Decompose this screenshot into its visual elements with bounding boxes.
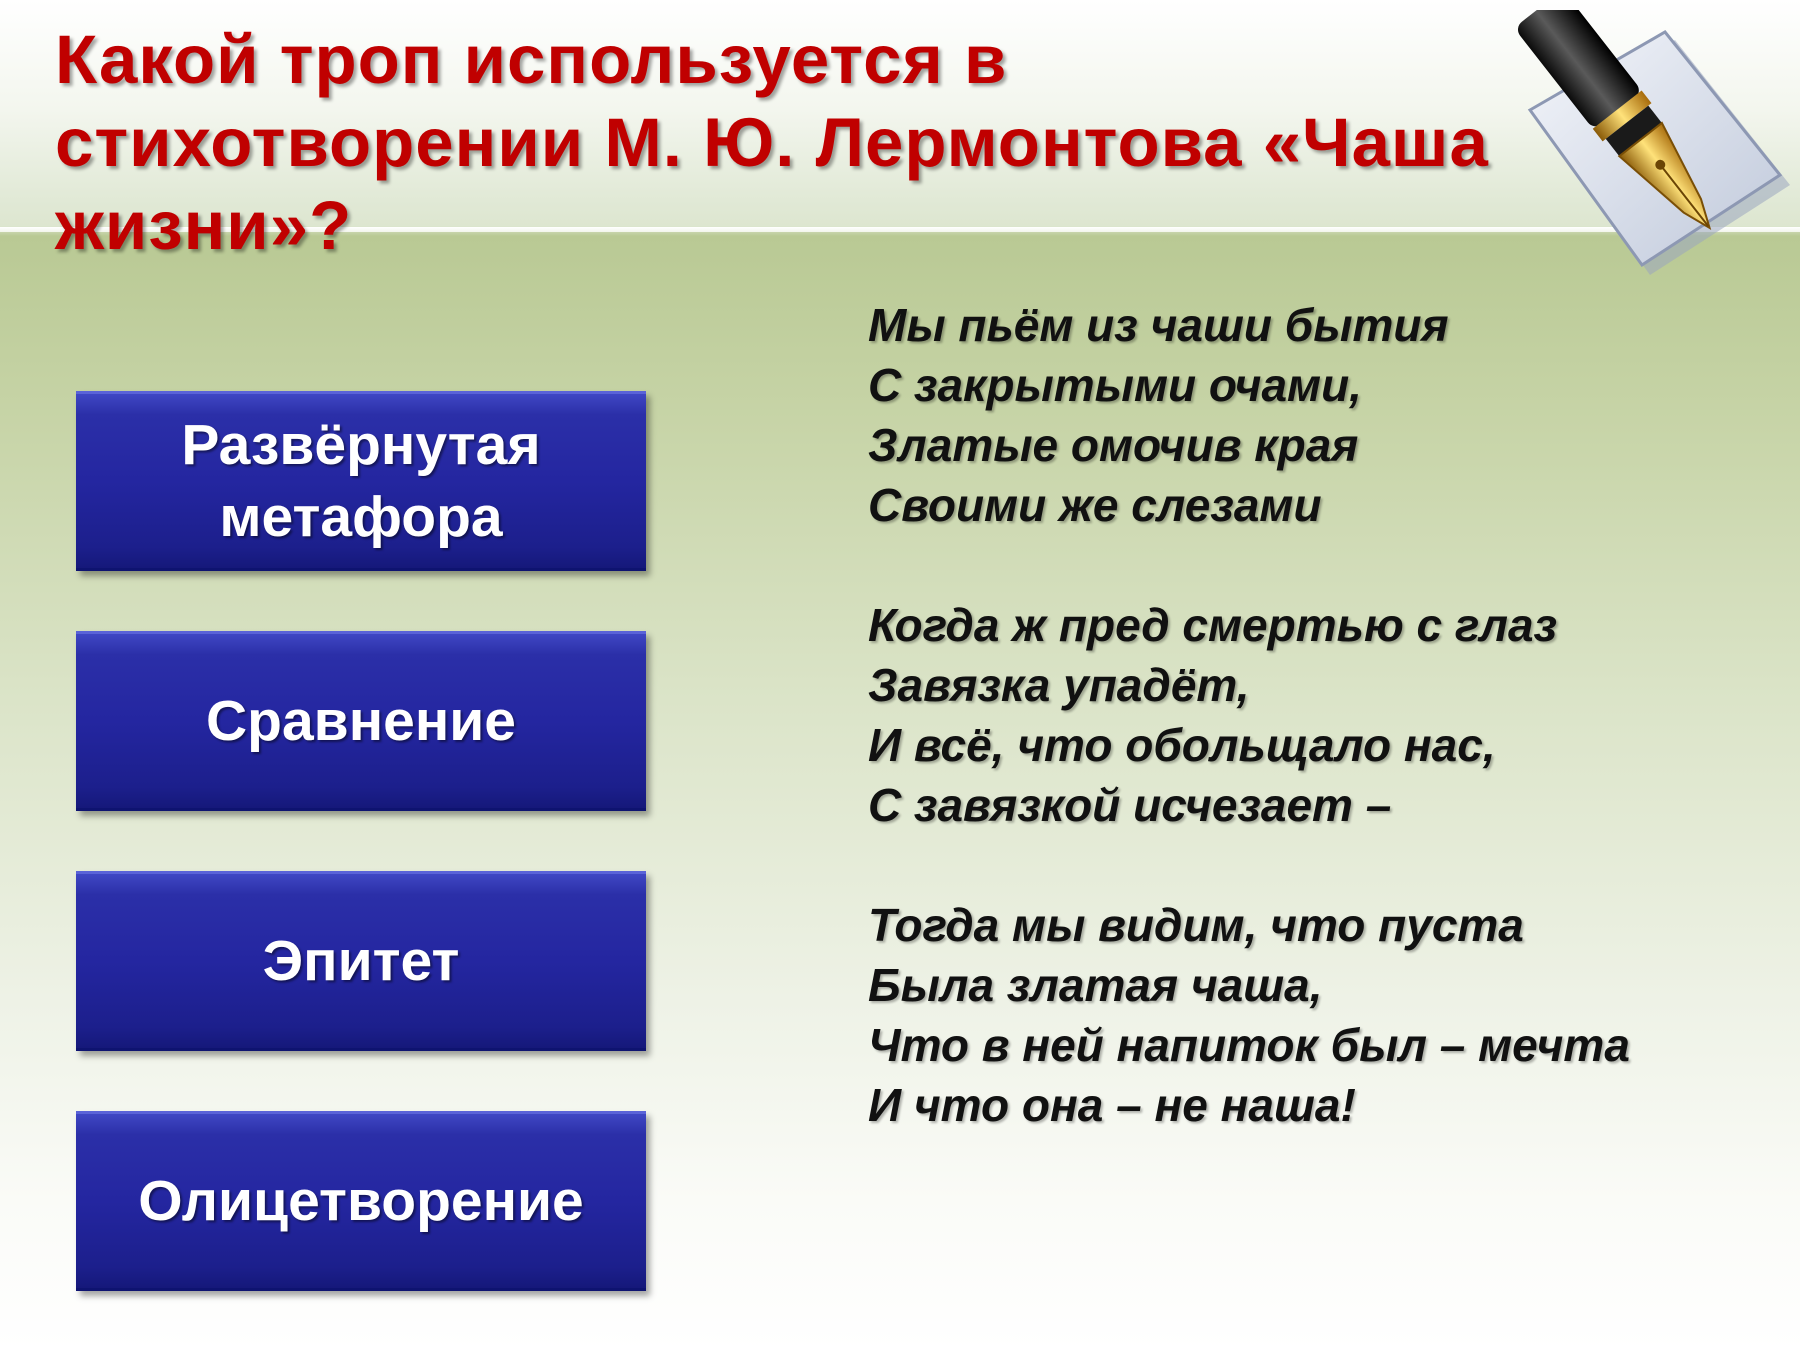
poem-stanza	[868, 595, 1788, 835]
poem-line: Когда ж пред смертью с глаз	[868, 599, 1558, 651]
answer-button-personification[interactable]	[76, 1111, 646, 1291]
poem-line: Тогда мы видим, что пуста	[868, 899, 1524, 951]
poem-line: Мы пьём из чаши бытия	[868, 299, 1449, 351]
answer-label: Эпитет	[262, 929, 460, 993]
poem-line: И всё, что обольщало нас,	[868, 719, 1496, 771]
answer-button-epithet[interactable]	[76, 871, 646, 1051]
poem-line: Была златая чаша,	[868, 959, 1323, 1011]
poem-line: Златые омочив края	[868, 419, 1359, 471]
poem-line: И что она – не наша!	[868, 1079, 1356, 1131]
slide-title: Какой троп используется в стихотворении М. Ю. Лермонтова «Чаша жизни»?	[55, 21, 1489, 264]
poem-line: С закрытыми очами,	[868, 359, 1362, 411]
fountain-pen-icon	[1500, 10, 1800, 290]
answer-label: Развёрнутая метафора	[181, 413, 541, 549]
answer-label: Сравнение	[205, 689, 517, 753]
answer-button-comparison[interactable]	[76, 631, 646, 811]
poem-stanza	[868, 295, 1788, 535]
poem-line: С завязкой исчезает –	[868, 779, 1392, 831]
poem-stanza	[868, 895, 1788, 1135]
poem-line: Своими же слезами	[868, 479, 1322, 531]
answer-label: Олицетворение	[138, 1169, 584, 1233]
answer-button-extended-metaphor[interactable]	[76, 391, 646, 571]
poem-text	[868, 295, 1788, 1195]
poem-line: Завязка упадёт,	[868, 659, 1250, 711]
poem-line: Что в ней напиток был – мечта	[868, 1019, 1630, 1071]
